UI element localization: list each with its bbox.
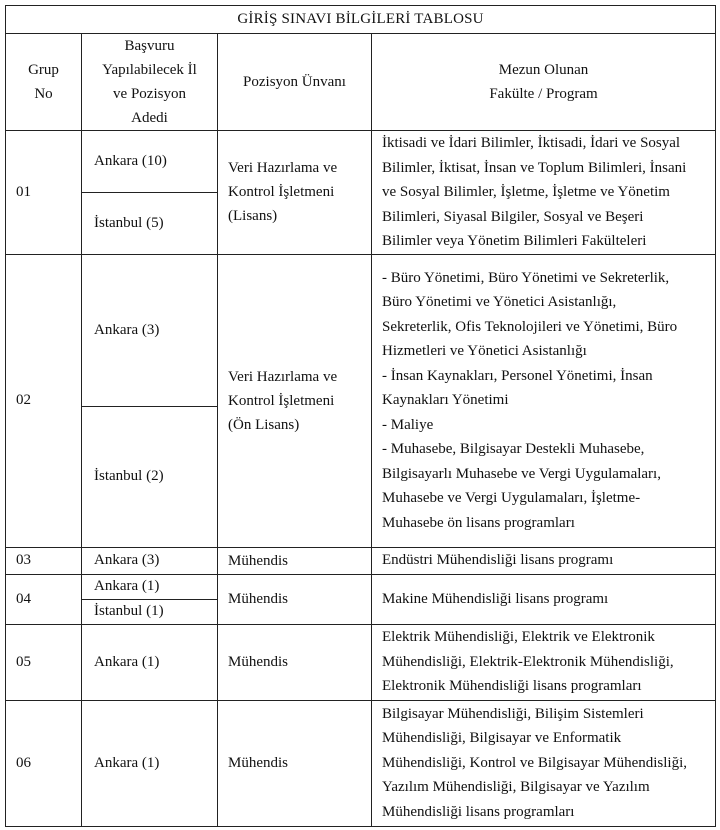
position-cell: Mühendis xyxy=(218,547,372,574)
location-cell: Ankara (3) xyxy=(82,254,218,406)
header-group-line: Grup xyxy=(28,62,59,78)
header-program-line: Fakülte / Program xyxy=(489,86,598,102)
position-line: Kontrol İşletmeni xyxy=(228,184,335,201)
program-line: Muhasebe ön lisans programları xyxy=(382,514,575,531)
program-line: Bilimler, İktisat, İnsan ve Toplum Bilimleri, İnsani xyxy=(382,159,687,176)
header-program xyxy=(372,34,716,131)
group-no-cell: 02 xyxy=(6,254,82,547)
program-line: Mühendisliği lisans programları xyxy=(382,803,575,820)
position-line: Kontrol İşletmeni xyxy=(228,392,335,409)
position-line: (Lisans) xyxy=(228,208,278,225)
location-cell: İstanbul (1) xyxy=(82,599,218,624)
position-cell: Mühendis xyxy=(218,700,372,826)
program-line: Bilgisayarlı Muhasebe ve Vergi Uygulamaları, xyxy=(382,465,661,482)
program-line: Kaynakları Yönetimi xyxy=(382,392,509,409)
header-program-line: Mezun Olunan xyxy=(498,62,589,78)
program-line: - Muhasebe, Bilgisayar Destekli Muhasebe, xyxy=(382,441,645,458)
position-cell xyxy=(218,131,372,255)
position-cell: Mühendis xyxy=(218,574,372,624)
position-line: (Ön Lisans) xyxy=(228,416,300,433)
header-position: Pozisyon Ünvanı xyxy=(218,34,372,131)
group-no-cell: 04 xyxy=(6,574,82,624)
table-row xyxy=(6,547,716,574)
location-cell: İstanbul (5) xyxy=(82,192,218,254)
program-cell xyxy=(372,254,716,547)
position-line: Veri Hazırlama ve xyxy=(228,160,338,177)
program-line: Yazılım Mühendisliği, Bilgisayar ve Yazılım xyxy=(382,779,650,796)
header-location xyxy=(82,34,218,131)
group-no-cell: 03 xyxy=(6,547,82,574)
table-row xyxy=(6,131,716,193)
program-line: Elektrik Mühendisliği, Elektrik ve Elektronik xyxy=(382,629,655,646)
program-cell xyxy=(372,700,716,826)
table-title: GİRİŞ SINAVI BİLGİLERİ TABLOSU xyxy=(6,6,716,34)
program-line: - Maliye xyxy=(382,416,434,433)
header-row xyxy=(6,34,716,131)
program-line: Büro Yönetimi ve Yönetici Asistanlığı, xyxy=(382,294,617,311)
position-cell: Mühendis xyxy=(218,624,372,700)
program-line: Muhasebe ve Vergi Uygulamaları, İşletme- xyxy=(382,490,641,507)
group-no-cell: 06 xyxy=(6,700,82,826)
location-cell: Ankara (10) xyxy=(82,131,218,193)
group-no-cell: 01 xyxy=(6,131,82,255)
title-row xyxy=(6,6,716,34)
position-cell xyxy=(218,254,372,547)
table-row xyxy=(6,574,716,599)
program-cell xyxy=(372,624,716,700)
program-line: Hizmetleri ve Yönetici Asistanlığı xyxy=(382,343,587,360)
group-no-cell: 05 xyxy=(6,624,82,700)
location-cell: Ankara (1) xyxy=(82,700,218,826)
location-cell: Ankara (3) xyxy=(82,547,218,574)
header-location-line: Adedi xyxy=(131,110,168,126)
program-line: - Büro Yönetimi, Büro Yönetimi ve Sekreterlik, xyxy=(382,269,670,286)
position-line: Veri Hazırlama ve xyxy=(228,368,338,385)
program-cell: Makine Mühendisliği lisans programı xyxy=(372,574,716,624)
table-row xyxy=(6,700,716,826)
location-cell: Ankara (1) xyxy=(82,624,218,700)
header-location-line: Başvuru xyxy=(124,38,175,54)
header-group-no xyxy=(6,34,82,131)
program-line: - İnsan Kaynakları, Personel Yönetimi, İnsan xyxy=(382,367,653,384)
program-line: Sekreterlik, Ofis Teknolojileri ve Yönetimi, Büro xyxy=(382,318,678,335)
header-group-line: No xyxy=(34,86,53,102)
program-line: Bilimler veya Yönetim Bilimleri Fakülteleri xyxy=(382,233,647,249)
program-cell xyxy=(372,131,716,255)
program-line: İktisadi ve İdari Bilimler, İktisadi, İdari ve Sosyal xyxy=(382,135,681,151)
location-cell: Ankara (1) xyxy=(82,574,218,599)
table-row xyxy=(6,624,716,700)
program-line: Mühendisliği, Elektrik-Elektronik Mühendisliği, xyxy=(382,653,674,670)
header-location-line: ve Pozisyon xyxy=(113,86,186,102)
program-cell: Endüstri Mühendisliği lisans programı xyxy=(372,547,716,574)
program-line: Elektronik Mühendisliği lisans programları xyxy=(382,678,642,695)
program-line: ve Sosyal Bilimler, İşletme, İşletme ve Yönetim xyxy=(382,184,670,200)
program-line: Mühendisliği, Bilgisayar ve Enformatik xyxy=(382,730,622,747)
location-cell: İstanbul (2) xyxy=(82,406,218,547)
header-location-line: Yapılabilecek İl xyxy=(102,62,197,78)
program-line: Mühendisliği, Kontrol ve Bilgisayar Mühendisliği, xyxy=(382,754,687,771)
program-line: Bilgisayar Mühendisliği, Bilişim Sistemleri xyxy=(382,705,644,722)
program-line: Bilimleri, Siyasal Bilgiler, Sosyal ve Beşeri xyxy=(382,208,644,225)
exam-info-table xyxy=(5,5,716,827)
table-row xyxy=(6,254,716,406)
